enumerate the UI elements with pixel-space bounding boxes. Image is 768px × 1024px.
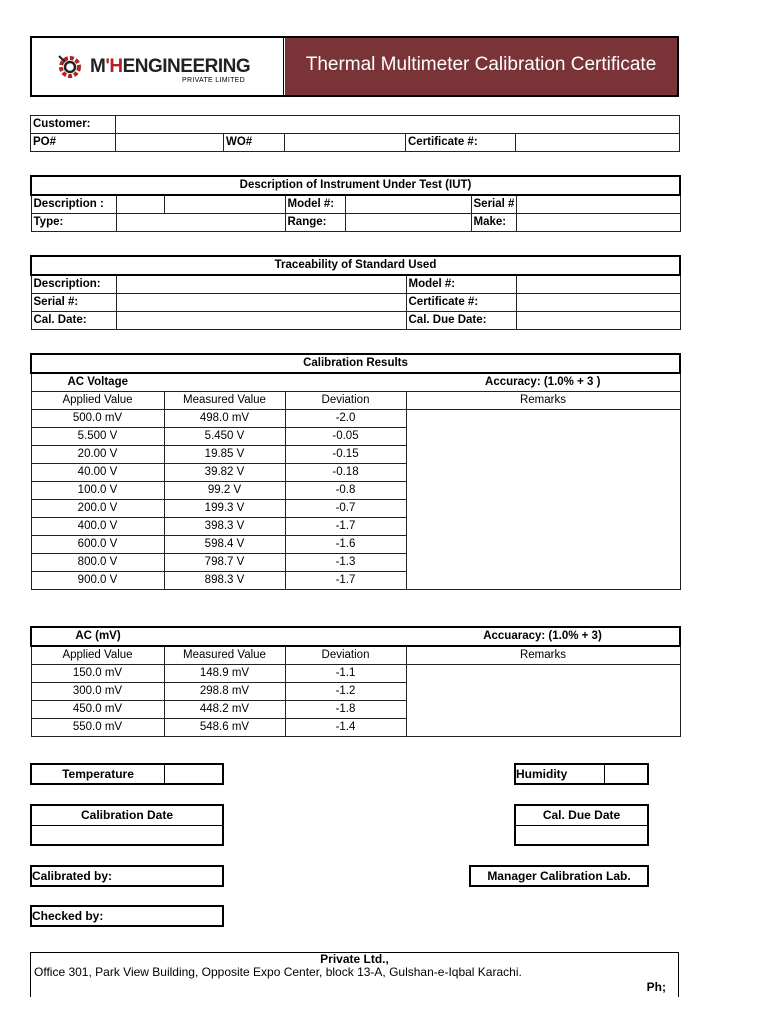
- measured-value: 199.3 V: [164, 500, 285, 518]
- ac-mv-title: AC (mV): [31, 627, 164, 646]
- po-value[interactable]: [116, 134, 224, 152]
- deviation-value: -1.2: [285, 683, 406, 701]
- std-model-label: Model #:: [406, 275, 516, 294]
- iut-description-value[interactable]: [116, 195, 164, 214]
- iut-serial-value[interactable]: [516, 195, 680, 214]
- applied-value: 500.0 mV: [31, 410, 164, 428]
- ac-voltage-accuracy: Accuracy: (1.0% + 3 ): [406, 373, 680, 392]
- calibration-date-value[interactable]: [32, 825, 222, 844]
- std-cal-date-value[interactable]: [116, 312, 406, 330]
- measured-value: 298.8 mV: [164, 683, 285, 701]
- table-row: [31, 665, 680, 683]
- deviation-value: -1.4: [285, 719, 406, 737]
- deviation-value: -0.7: [285, 500, 406, 518]
- iut-make-value[interactable]: [516, 214, 680, 232]
- certificate-number-value[interactable]: [516, 134, 680, 152]
- results-heading: Calibration Results: [31, 354, 680, 373]
- col-applied-value: Applied Value: [31, 646, 164, 665]
- cal-due-date-label: Cal. Due Date: [542, 808, 621, 822]
- certificate-number-label: Certificate #:: [406, 134, 516, 152]
- iut-make-label: Make:: [471, 214, 516, 232]
- footer-phone-label: Ph;: [646, 980, 666, 994]
- ac-mv-table: [30, 626, 681, 737]
- ac-voltage-title: AC Voltage: [31, 373, 164, 392]
- po-label: PO#: [31, 134, 116, 152]
- col-measured-value: Measured Value: [164, 646, 285, 665]
- certificate-title-bar: [285, 38, 677, 95]
- measured-value: 798.7 V: [164, 554, 285, 572]
- ac-mv-spacer: [164, 627, 406, 646]
- col-deviation: Deviation: [285, 646, 406, 665]
- measured-value: 898.3 V: [164, 572, 285, 590]
- iut-range-label: Range:: [285, 214, 345, 232]
- humidity-value[interactable]: [604, 765, 648, 783]
- applied-value: 40.00 V: [31, 464, 164, 482]
- standard-table: [30, 255, 681, 330]
- deviation-value: -1.7: [285, 572, 406, 590]
- applied-value: 20.00 V: [31, 446, 164, 464]
- footer-address: Office 301, Park View Building, Opposite Expo Center, block 13-A, Gulshan-e-Iqbal Karachi.: [34, 965, 522, 979]
- applied-value: 900.0 V: [31, 572, 164, 590]
- applied-value: 600.0 V: [31, 536, 164, 554]
- applied-value: 450.0 mV: [31, 701, 164, 719]
- deviation-value: -0.18: [285, 464, 406, 482]
- measured-value: 39.82 V: [164, 464, 285, 482]
- remarks-cell[interactable]: [406, 410, 680, 590]
- deviation-value: -1.8: [285, 701, 406, 719]
- col-remarks: Remarks: [406, 646, 680, 665]
- standard-heading: Traceability of Standard Used: [31, 256, 680, 275]
- col-remarks: Remarks: [406, 392, 680, 410]
- col-measured-value: Measured Value: [164, 392, 285, 410]
- calibrated-by-box[interactable]: [30, 865, 224, 887]
- std-cal-due-value[interactable]: [516, 312, 680, 330]
- checked-by-label: Checked by:: [32, 909, 104, 923]
- std-model-value[interactable]: [516, 275, 680, 294]
- company-logo-text: M'HENGINEERING: [90, 56, 251, 77]
- cal-due-date-value[interactable]: [516, 825, 647, 844]
- ac-voltage-table: [30, 353, 681, 590]
- customer-value[interactable]: [116, 116, 680, 134]
- applied-value: 200.0 V: [31, 500, 164, 518]
- deviation-value: -1.1: [285, 665, 406, 683]
- measured-value: 5.450 V: [164, 428, 285, 446]
- std-serial-value[interactable]: [116, 294, 406, 312]
- std-cal-due-label: Cal. Due Date:: [406, 312, 516, 330]
- wo-label: WO#: [224, 134, 285, 152]
- humidity-box: [514, 763, 649, 785]
- col-applied-value: Applied Value: [31, 392, 164, 410]
- company-logo-subtext: PRIVATE LIMITED: [182, 77, 245, 84]
- certificate-title: Thermal Multimeter Calibration Certificate: [305, 54, 657, 75]
- applied-value: 5.500 V: [31, 428, 164, 446]
- measured-value: 19.85 V: [164, 446, 285, 464]
- calibration-date-box: [30, 804, 224, 846]
- deviation-value: -1.7: [285, 518, 406, 536]
- applied-value: 800.0 V: [31, 554, 164, 572]
- temperature-value[interactable]: [164, 765, 223, 783]
- iut-description-label: Description :: [31, 195, 116, 214]
- iut-model-label: Model #:: [285, 195, 345, 214]
- calibration-date-label: Calibration Date: [80, 808, 173, 822]
- certificate-header: [30, 36, 679, 97]
- applied-value: 100.0 V: [31, 482, 164, 500]
- deviation-value: -0.15: [285, 446, 406, 464]
- applied-value: 150.0 mV: [31, 665, 164, 683]
- std-serial-label: Serial #:: [31, 294, 116, 312]
- customer-label: Customer:: [31, 116, 116, 134]
- remarks-cell[interactable]: [406, 665, 680, 737]
- deviation-value: -1.6: [285, 536, 406, 554]
- temperature-box: [30, 763, 224, 785]
- measured-value: 598.4 V: [164, 536, 285, 554]
- iut-description-value-2[interactable]: [164, 195, 285, 214]
- logo-area: [32, 38, 284, 95]
- footer-box: [30, 952, 679, 997]
- ac-mv-accuracy: Accuaracy: (1.0% + 3): [406, 627, 680, 646]
- measured-value: 498.0 mV: [164, 410, 285, 428]
- iut-model-value[interactable]: [345, 195, 471, 214]
- iut-type-label: Type:: [31, 214, 116, 232]
- measured-value: 99.2 V: [164, 482, 285, 500]
- customer-table: [30, 115, 680, 152]
- cal-due-date-box: [514, 804, 649, 846]
- std-certificate-value[interactable]: [516, 294, 680, 312]
- deviation-value: -2.0: [285, 410, 406, 428]
- iut-range-value[interactable]: [345, 214, 471, 232]
- std-description-label: Description:: [31, 275, 116, 294]
- deviation-value: -0.8: [285, 482, 406, 500]
- table-row: [31, 410, 680, 428]
- gear-logo-icon: [56, 52, 92, 82]
- applied-value: 550.0 mV: [31, 719, 164, 737]
- measured-value: 148.9 mV: [164, 665, 285, 683]
- wo-value[interactable]: [285, 134, 406, 152]
- calibrated-by-label: Calibrated by:: [32, 869, 113, 883]
- std-description-value[interactable]: [116, 275, 406, 294]
- temperature-label: Temperature: [62, 767, 134, 781]
- measured-value: 548.6 mV: [164, 719, 285, 737]
- checked-by-box[interactable]: [30, 905, 224, 927]
- std-certificate-label: Certificate #:: [406, 294, 516, 312]
- deviation-value: -1.3: [285, 554, 406, 572]
- measured-value: 448.2 mV: [164, 701, 285, 719]
- manager-label: Manager Calibration Lab.: [487, 869, 631, 883]
- footer-company: Private Ltd.,: [320, 952, 389, 966]
- col-deviation: Deviation: [285, 392, 406, 410]
- applied-value: 300.0 mV: [31, 683, 164, 701]
- std-cal-date-label: Cal. Date:: [31, 312, 116, 330]
- iut-type-value[interactable]: [116, 214, 285, 232]
- humidity-label: Humidity: [516, 767, 568, 781]
- manager-box[interactable]: [469, 865, 649, 887]
- iut-table: [30, 175, 681, 232]
- deviation-value: -0.05: [285, 428, 406, 446]
- iut-serial-label: Serial #: [471, 195, 516, 214]
- iut-heading: Description of Instrument Under Test (IUT): [31, 176, 680, 195]
- ac-voltage-spacer: [164, 373, 406, 392]
- applied-value: 400.0 V: [31, 518, 164, 536]
- measured-value: 398.3 V: [164, 518, 285, 536]
